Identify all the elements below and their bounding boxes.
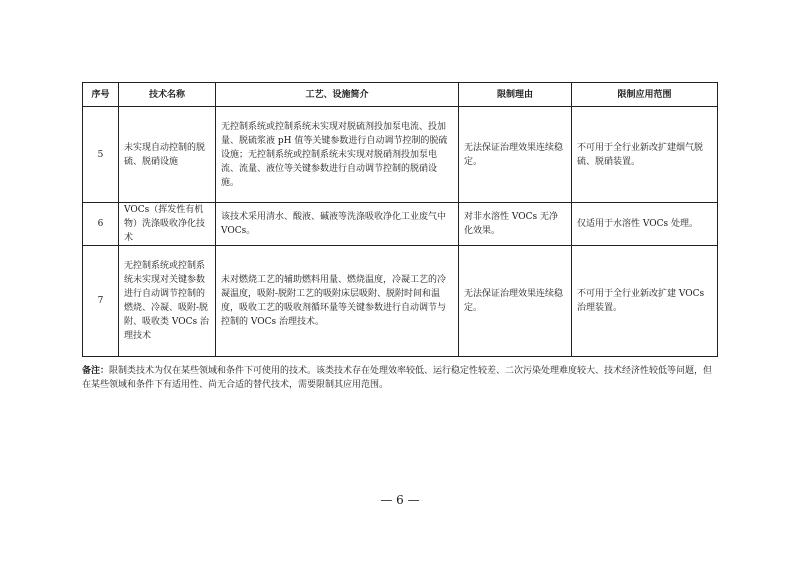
row-scope: 不可用于全行业新改扩建 VOCs 治理装置。 (572, 246, 718, 357)
row-reason: 无法保证治理效果连续稳定。 (459, 107, 572, 203)
header-process-desc: 工艺、设施简介 (216, 83, 459, 107)
row-tech-name: 未实现自动控制的脱硫、脱硝设施 (119, 107, 216, 203)
row-reason: 无法保证治理效果连续稳定。 (459, 246, 572, 357)
row-scope: 仅适用于水溶性 VOCs 处理。 (572, 203, 718, 246)
restricted-tech-table (82, 82, 718, 357)
table-row (83, 203, 718, 246)
header-tech-name: 技术名称 (119, 83, 216, 107)
note-label: 备注： (82, 366, 110, 376)
table-note (82, 364, 718, 392)
row-process-desc: 无控制系统或控制系统未实现对脱硫剂投加泵电流、投加量、脱硫浆液 pH 值等关键参数进行自动调节控制的脱硫设施；无控制系统或控制系统未实现对脱硝剂投加泵电流、流量、液位等关键参数进行自动调节控制的脱硝设施。 (216, 107, 459, 203)
table-row (83, 246, 718, 357)
note-text: 限制类技术为仅在某些领域和条件下可使用的技术。该类技术存在处理效率较低、运行稳定性较差、二次污染处理难度较大、技术经济性较低等问题，但在某些领域和条件下有适用性、尚无合适的替代技术，需要限制其应用范围。 (82, 366, 713, 390)
row-reason: 对非水溶性 VOCs 无净化效果。 (459, 203, 572, 246)
row-scope: 不可用于全行业新改扩建烟气脱硫、脱硝装置。 (572, 107, 718, 203)
table-header-row (83, 83, 718, 107)
row-tech-name: 无控制系统或控制系统未实现对关键参数进行自动调节控制的燃烧、冷凝、吸附-脱附、吸收类 VOCs 治理技术 (119, 246, 216, 357)
header-reason: 限制理由 (459, 83, 572, 107)
row-process-desc: 未对燃烧工艺的辅助燃料用量、燃烧温度，冷凝工艺的冷凝温度，吸附-脱附工艺的吸附床层吸附、脱附时间和温度，吸收工艺的吸收剂循环量等关键参数进行自动调节与控制的 VOCs 治理技术。 (216, 246, 459, 357)
header-no: 序号 (83, 83, 119, 107)
header-scope: 限制应用范围 (572, 83, 718, 107)
row-process-desc: 该技术采用清水、酸液、碱液等洗涤吸收净化工业废气中 VOCs。 (216, 203, 459, 246)
row-tech-name: VOCs（挥发性有机物）洗涤吸收净化技术 (119, 203, 216, 246)
page-number: — 6 — (380, 493, 420, 507)
row-no: 5 (83, 107, 119, 203)
row-no: 7 (83, 246, 119, 357)
row-no: 6 (83, 203, 119, 246)
table-row (83, 107, 718, 203)
